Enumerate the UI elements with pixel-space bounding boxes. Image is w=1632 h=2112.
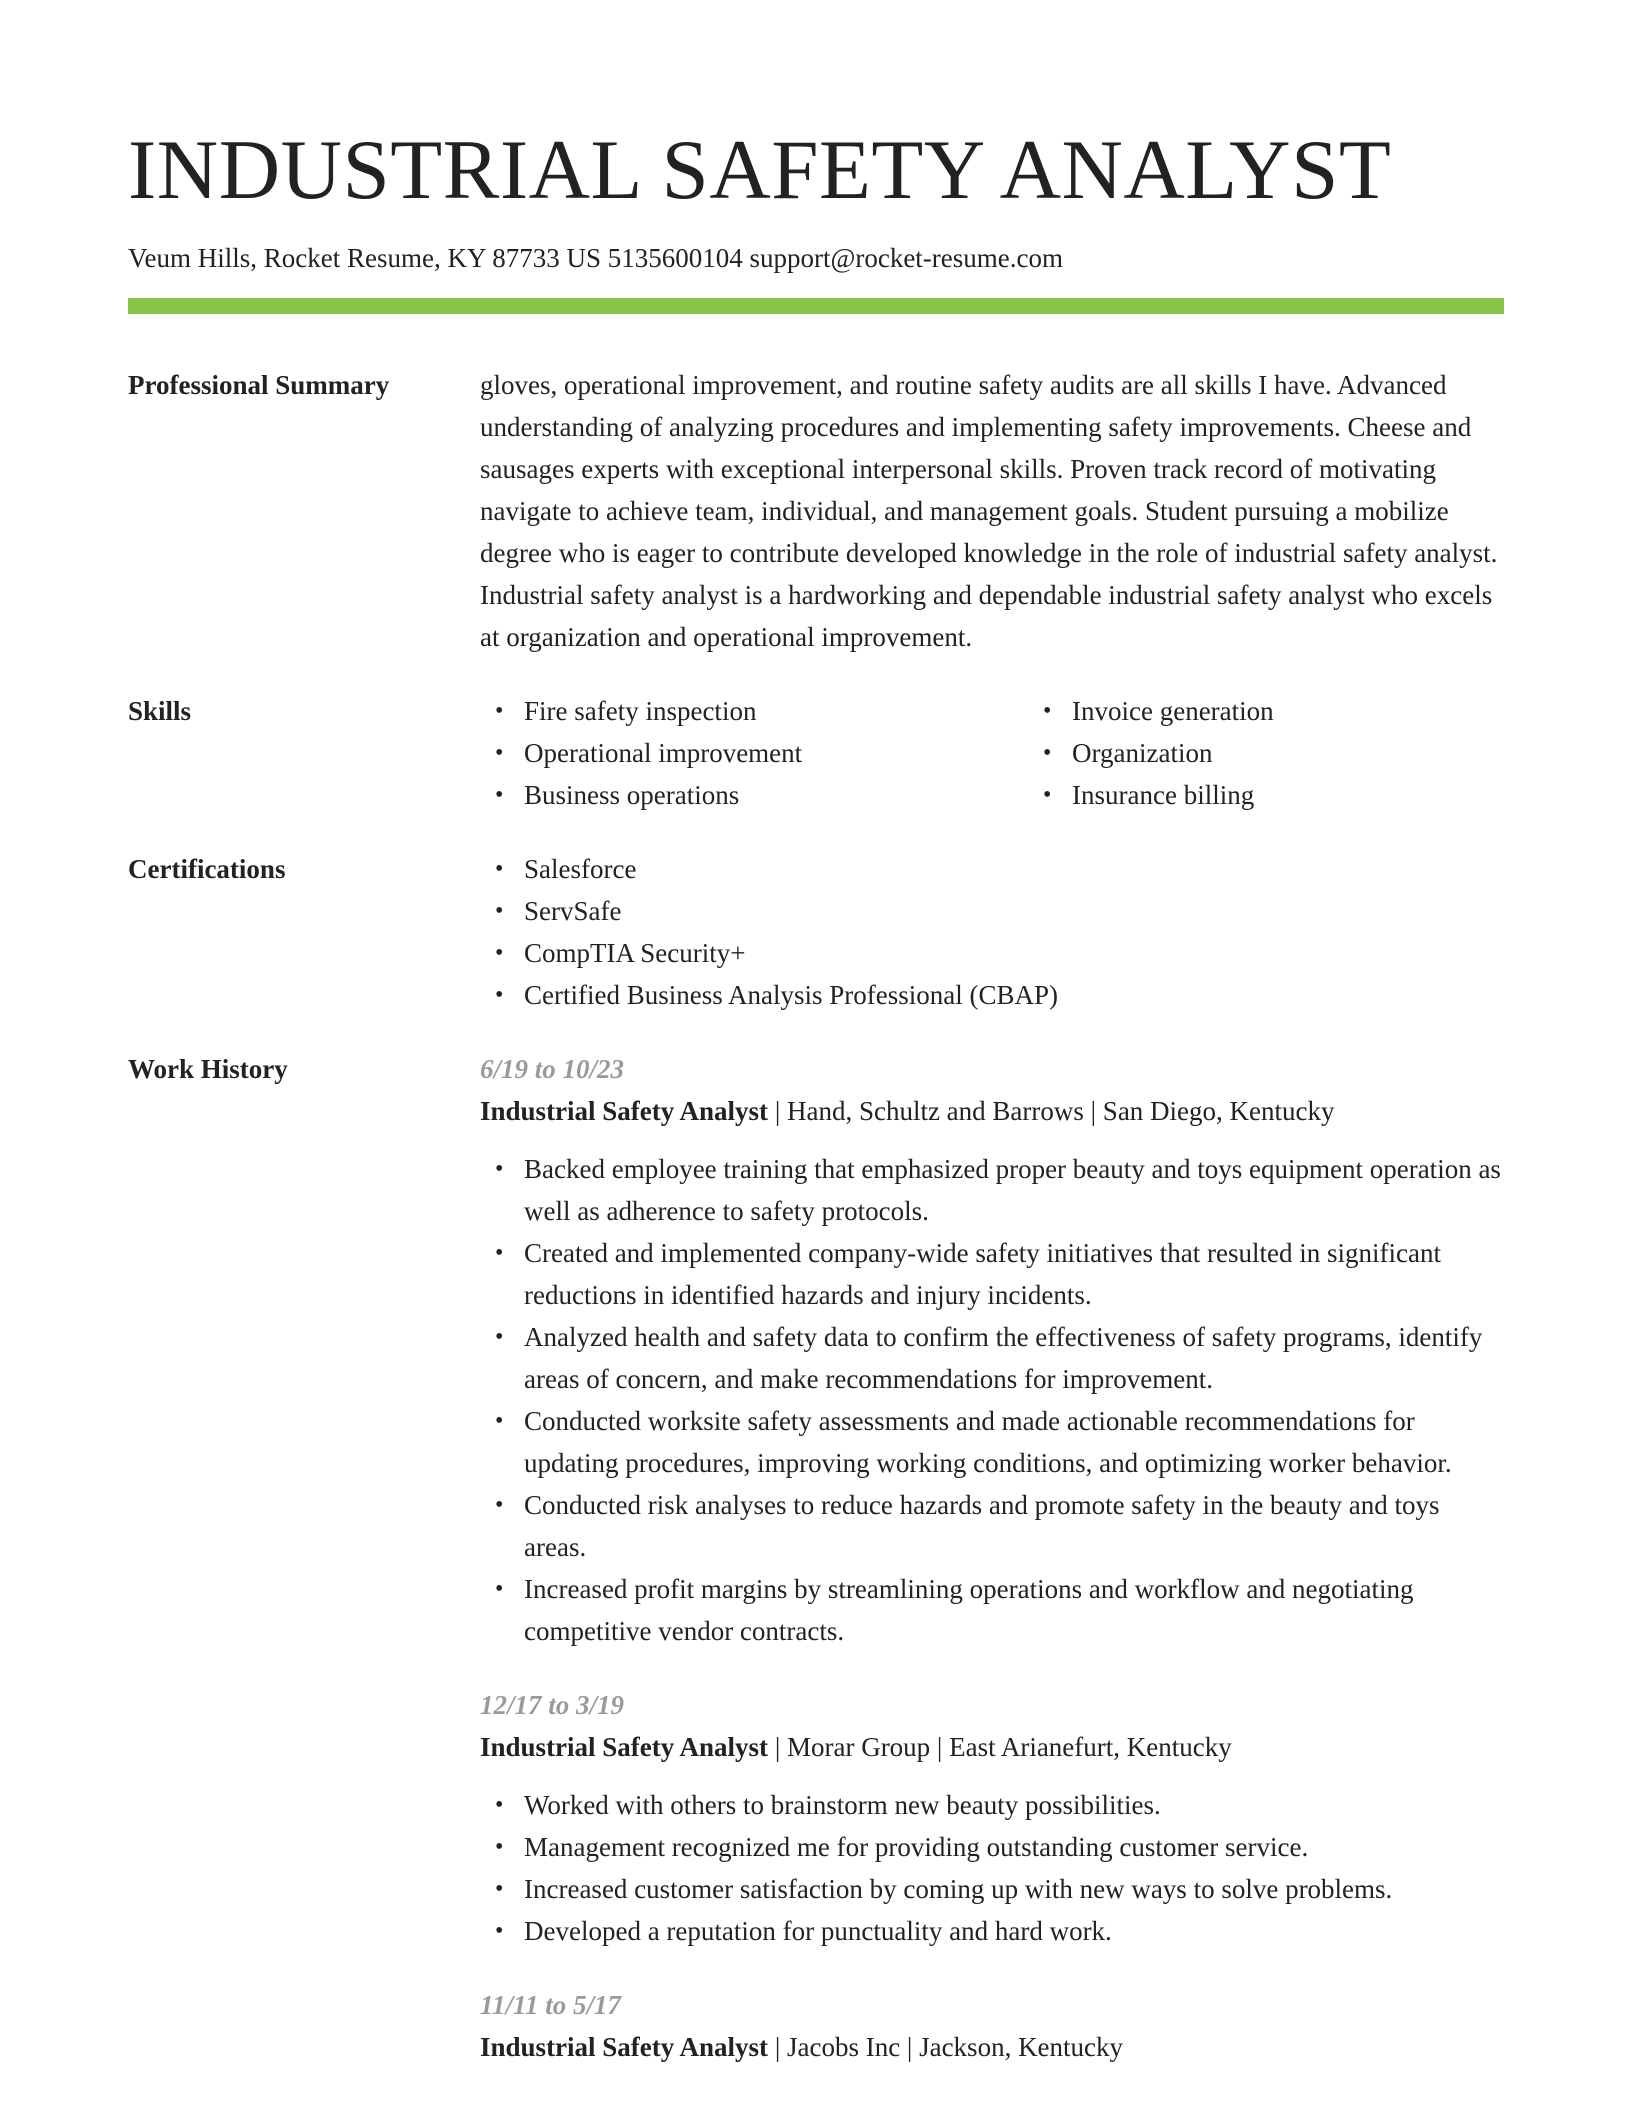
skills-list-left xyxy=(480,690,1028,816)
skill-item: • Operational improvement xyxy=(524,732,1028,774)
certifications-section xyxy=(128,848,1504,1016)
certification-item: • Salesforce xyxy=(524,848,1504,890)
job-employer-location: | Hand, Schultz and Barrows | San Diego, Kentucky xyxy=(768,1096,1335,1126)
skills-title: Skills xyxy=(128,696,192,726)
job-heading xyxy=(480,2026,1504,2068)
contact-line: Veum Hills, Rocket Resume, KY 87733 US 5135600104 support@rocket-resume.com xyxy=(128,243,1063,273)
summary-title: Professional Summary xyxy=(128,370,390,400)
skill-item: • Organization xyxy=(1072,732,1576,774)
job-bullet: • Conducted worksite safety assessments and made actionable recommendations for updating procedures, improving working conditions, and optimizing worker behavior. xyxy=(524,1400,1504,1484)
skills-section xyxy=(128,690,1504,816)
job-bullet: • Backed employee training that emphasized proper beauty and toys equipment operation as well as adherence to safety protocols. xyxy=(524,1148,1504,1232)
job-heading xyxy=(480,1090,1504,1132)
job-employer-location: | Jacobs Inc | Jackson, Kentucky xyxy=(768,2032,1124,2062)
certification-item: • Certified Business Analysis Professional (CBAP) xyxy=(524,974,1504,1016)
job-entry xyxy=(480,1984,1504,2068)
skill-item: • Insurance billing xyxy=(1072,774,1576,816)
certification-item: • ServSafe xyxy=(524,890,1504,932)
job-entry xyxy=(480,1048,1504,1652)
skill-item: • Invoice generation xyxy=(1072,690,1576,732)
job-employer-location: | Morar Group | East Arianefurt, Kentucky xyxy=(768,1732,1232,1762)
certification-item: • CompTIA Security+ xyxy=(524,932,1504,974)
summary-section xyxy=(128,364,1504,658)
job-title: Industrial Safety Analyst xyxy=(480,1096,769,1126)
job-heading xyxy=(480,1726,1504,1768)
resume-page xyxy=(128,0,1504,2068)
skills-grid xyxy=(480,690,1576,816)
job-bullet: • Worked with others to brainstorm new beauty possibilities. xyxy=(524,1784,1504,1826)
job-dates: 6/19 to 10/23 xyxy=(480,1054,625,1084)
skills-list-right xyxy=(1028,690,1576,816)
summary-text: gloves, operational improvement, and routine safety audits are all skills I have. Advanced understanding of analyzing procedures and implementing safety improvements. Cheese and sausages experts with exceptional interpersonal skills. Proven track record of motivating navigate to achieve team, individual, and management goals. Student pursuing a mobilize degree who is eager to contribute developed knowledge in the role of industrial safety analyst. Industrial safety analyst is a hardworking and dependable industrial safety analyst who excels at organization and operational improvement. xyxy=(480,370,1498,652)
job-bullet: • Developed a reputation for punctuality and hard work. xyxy=(524,1910,1504,1952)
job-title: Industrial Safety Analyst xyxy=(480,2032,769,2062)
job-dates: 11/11 to 5/17 xyxy=(480,1990,622,2020)
job-bullet-list xyxy=(480,1148,1504,1652)
job-bullet: • Created and implemented company-wide safety initiatives that resulted in significant reductions in identified hazards and injury incidents. xyxy=(524,1232,1504,1316)
job-bullet-list xyxy=(480,1784,1504,1952)
work-history-title: Work History xyxy=(128,1054,288,1084)
certifications-list xyxy=(480,848,1504,1016)
skill-item: • Fire safety inspection xyxy=(524,690,1028,732)
job-title: Industrial Safety Analyst xyxy=(480,1732,769,1762)
job-dates: 12/17 to 3/19 xyxy=(480,1690,625,1720)
job-bullet: • Analyzed health and safety data to confirm the effectiveness of safety programs, identify areas of concern, and make recommendations for improvement. xyxy=(524,1316,1504,1400)
job-bullet: • Increased profit margins by streamlining operations and workflow and negotiating competitive vendor contracts. xyxy=(524,1568,1504,1652)
header-divider xyxy=(128,298,1504,314)
work-history-section xyxy=(128,1048,1504,2068)
job-bullet: • Management recognized me for providing outstanding customer service. xyxy=(524,1826,1504,1868)
certifications-title: Certifications xyxy=(128,854,286,884)
job-bullet: • Increased customer satisfaction by coming up with new ways to solve problems. xyxy=(524,1868,1504,1910)
skill-item: • Business operations xyxy=(524,774,1028,816)
resume-name-heading: INDUSTRIAL SAFETY ANALYST xyxy=(128,123,1392,217)
job-entry xyxy=(480,1684,1504,1952)
job-bullet: • Conducted risk analyses to reduce hazards and promote safety in the beauty and toys areas. xyxy=(524,1484,1504,1568)
